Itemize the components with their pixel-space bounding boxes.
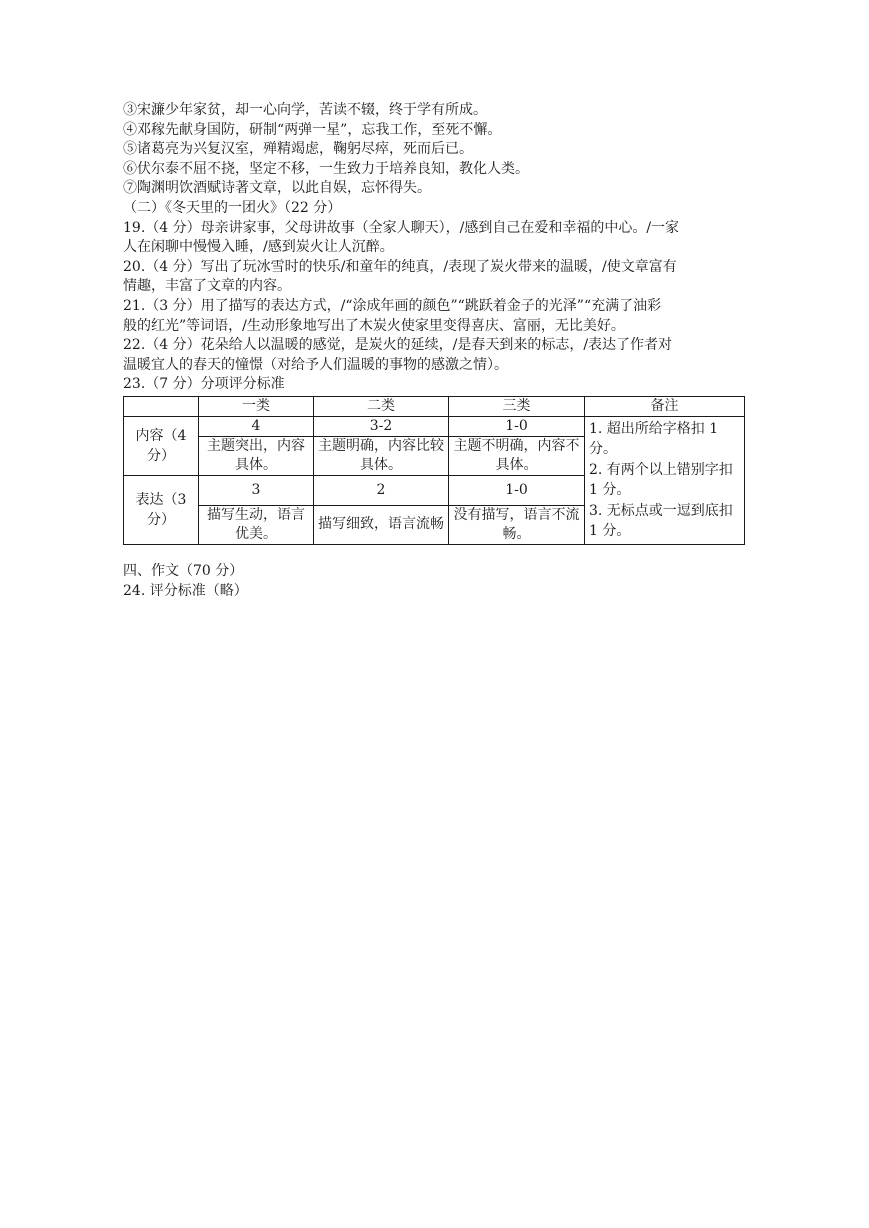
note-item: 1. 超出所给字格扣 1 分。 [589,420,719,458]
table-header-cell: 一类 [199,396,314,416]
answer-line: 人在闲聊中慢慢入睡，/感到炭火让人沉醉。 [123,239,394,256]
answer-24: 24. 评分标准（略） [123,582,248,599]
table-cell: 主题不明确，内容不具体。 [449,436,585,475]
answer-line: 20.（4 分）写出了玩冰雪时的快乐/和童年的纯真，/表现了炭火带来的温暖，/使文章富有 [123,258,677,275]
table-cell: 没有描写，语言不流畅。 [449,505,585,544]
table-cell: 4 [199,416,314,436]
table-header-cell: 备注 [585,396,745,416]
table-cell: 1-0 [449,475,585,505]
table-cell: 1-0 [449,416,585,436]
scoring-table [123,396,745,545]
row-label-expression: 表达（3 分） [124,475,199,544]
table-cell: 描写细致，语言流畅 [314,505,449,544]
table-cell: 3 [199,475,314,505]
list-item: ④邓稼先献身国防，研制“两弹一星”，忘我工作，至死不懈。 [123,121,502,138]
answer-line: 19.（4 分）母亲讲家事，父母讲故事（全家人聊天），/感到自己在爱和幸福的中心。/一家 [123,219,680,236]
row-label-content: 内容（4 分） [124,416,199,475]
answer-key-page [123,101,753,601]
answer-21 [123,297,753,336]
table-header-cell: 三类 [449,396,585,416]
part-four-title: 四、作文（70 分） [123,562,244,579]
answer-line: 22.（4 分）花朵给人以温暖的感觉，是炭火的延续，/是春天到来的标志，/表达了作者对 [123,337,673,354]
table-header-cell [124,396,199,416]
table-cell: 主题明确，内容比较具体。 [314,436,449,475]
list-item: ⑤诸葛亮为兴复汉室，殚精竭虑，鞠躬尽瘁，死而后已。 [123,141,473,158]
table-cell: 主题突出，内容具体。 [199,436,314,475]
list-item: ③宋濂少年家贫，却一心向学，苦读不辍，终于学有所成。 [123,102,487,118]
answer-23: 23.（7 分）分项评分标准 [123,376,285,393]
section-title: （二）《冬天里的一团火》（22 分） [123,199,342,216]
answer-line: 情趣，丰富了文章的内容。 [123,278,291,295]
answer-22 [123,336,753,375]
note-item: 2. 有两个以上错别字扣 1 分。 [589,461,733,499]
answer-20 [123,258,753,297]
table-row [124,416,745,436]
table-cell: 2 [314,475,449,505]
list-item: ⑦陶渊明饮酒赋诗著文章，以此自娱，忘怀得失。 [123,180,431,197]
note-item: 3. 无标点或一逗到底扣 1 分。 [589,502,733,540]
table-header-cell: 二类 [314,396,449,416]
table-header-row [124,396,745,416]
table-cell: 3-2 [314,416,449,436]
list-item: ⑥伏尔泰不屈不挠，坚定不移，一生致力于培养良知，教化人类。 [123,160,529,177]
answer-19 [123,219,753,258]
answer-line: 温暖宜人的春天的憧憬（对给予人们温暖的事物的感激之情）。 [123,356,508,373]
answer-line: 般的红光”等词语，/生动形象地写出了木炭火使家里变得喜庆、富丽，无比美好。 [123,317,625,334]
answer-line: 21.（3 分）用了描写的表达方式，/“涂成年画的颜色”“跳跃着金子的光泽”“充满了油彩 [123,297,662,314]
table-cell: 描写生动，语言优美。 [199,505,314,544]
notes-cell [585,416,745,544]
